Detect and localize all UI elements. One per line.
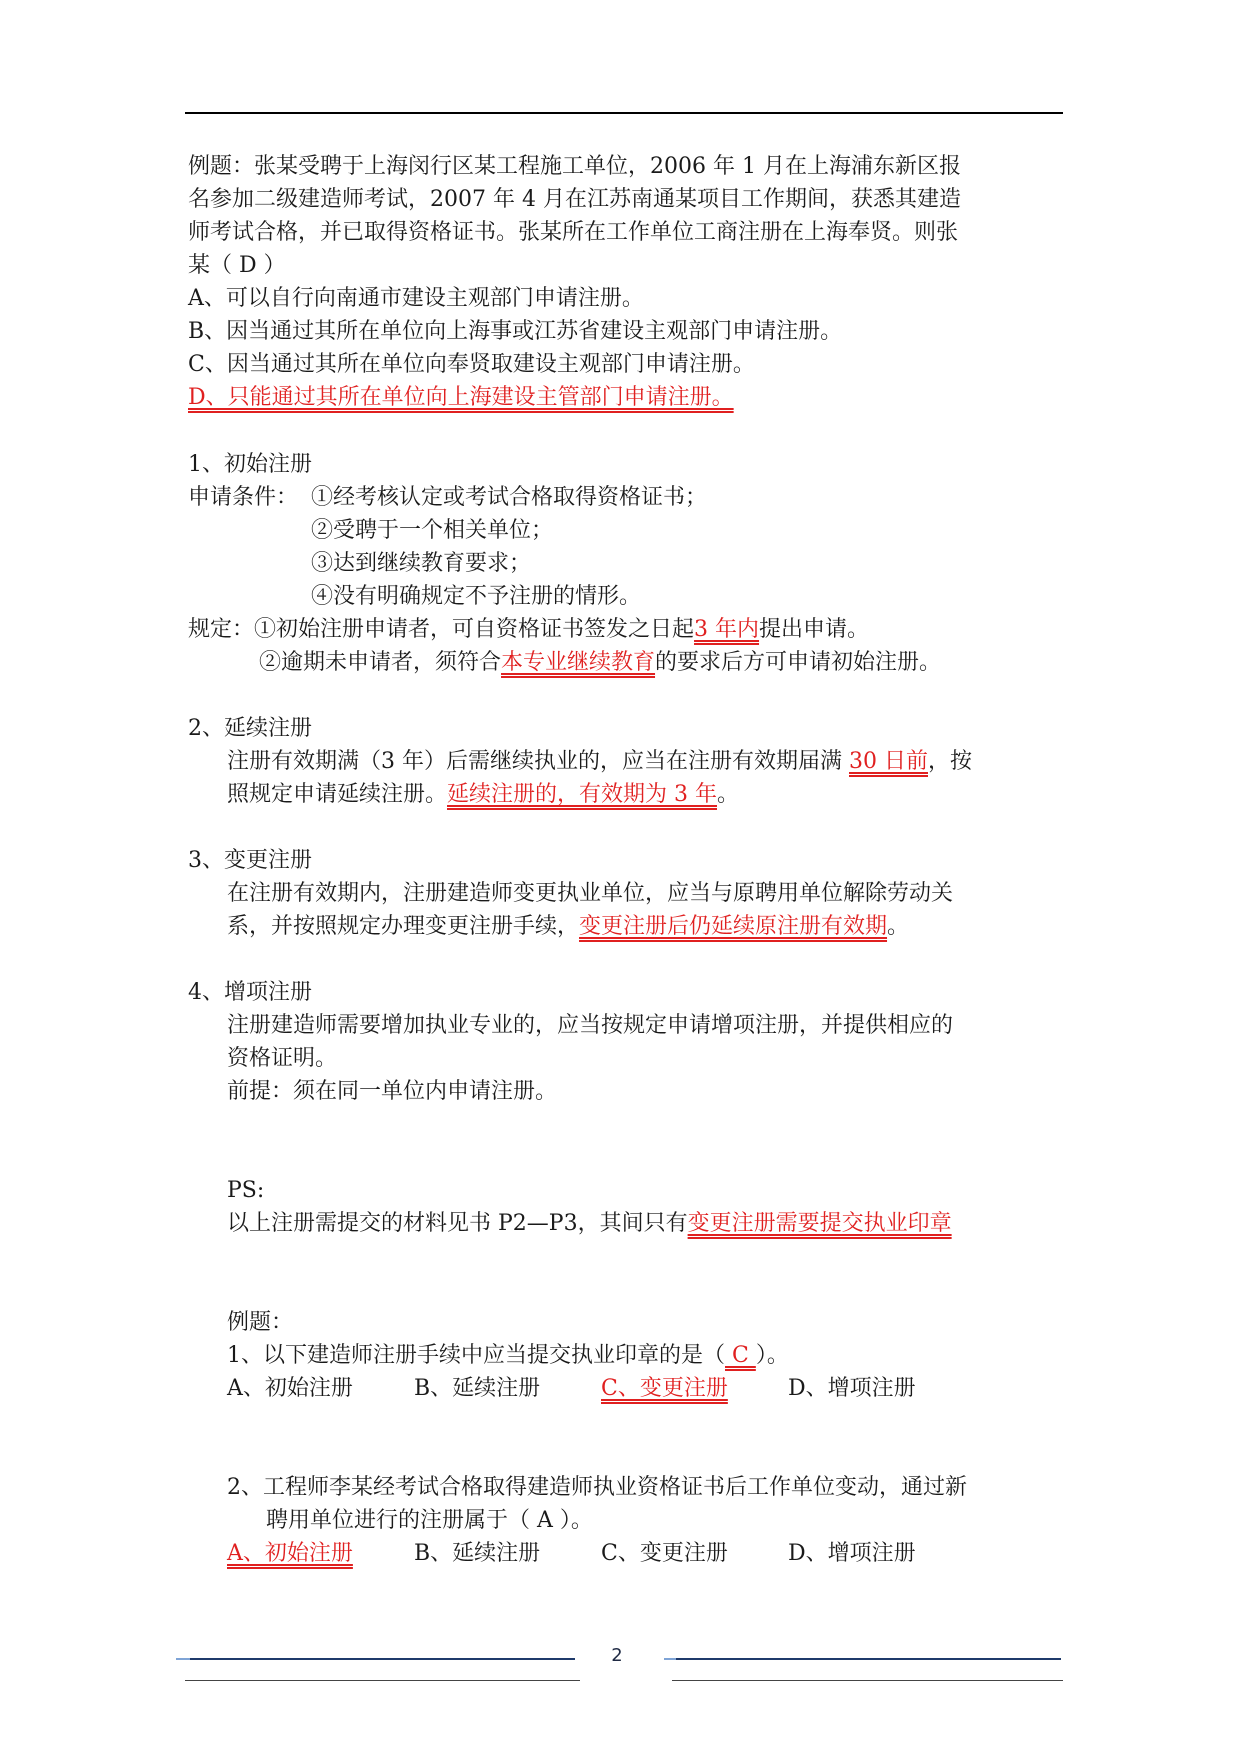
section1-rule1-text: ①初始注册申请者，可自资格证书签发之日起	[254, 617, 695, 642]
section1-rule1-text-end: 提出申请。	[759, 617, 870, 642]
example2-label: 例题：	[227, 1310, 294, 1335]
section2-highlight-deadline: 30 日前	[849, 749, 928, 774]
footer-rule-right-bottom	[672, 1680, 1063, 1681]
example1-question-line: 例题：张某受聘于上海闵行区某工程施工单位，2006 年 1 月在上海浦东新区报	[188, 154, 961, 179]
section3-line-2	[227, 910, 909, 943]
example1-option-c: C、因当通过其所在单位向奉贤取建设主观部门申请注册。	[188, 352, 755, 377]
section1-rule-label: 规定：	[188, 617, 255, 642]
section2-text: 照规定申请延续注册。	[227, 782, 448, 807]
example2-q1-option-a: A、初始注册	[227, 1376, 353, 1401]
section1-rule2-text-end: 的要求后方可申请初始注册。	[655, 650, 942, 675]
section1-condition-label: 申请条件：	[188, 485, 299, 510]
footer-rule-right	[676, 1658, 1061, 1660]
example1-option-a: A、可以自行向南通市建设主观部门申请注册。	[188, 286, 644, 311]
section1-condition-2: ②受聘于一个相关单位；	[311, 518, 554, 543]
section1-rule-2	[259, 646, 941, 679]
section1-condition-4: ④没有明确规定不予注册的情形。	[311, 584, 642, 609]
section4-title: 4、增项注册	[188, 980, 312, 1005]
section2-highlight-validity: 延续注册的，有效期为 3 年	[447, 782, 717, 807]
example1-option-d-answer: D、只能通过其所在单位向上海建设主管部门申请注册。	[188, 385, 734, 410]
section3-highlight: 变更注册后仍延续原注册有效期	[579, 914, 888, 939]
section1-rule2-highlight: 本专业继续教育	[501, 650, 656, 675]
section2-line-2	[227, 778, 739, 811]
section1-rule-1	[188, 613, 869, 646]
section4-line-2: 资格证明。	[227, 1046, 338, 1071]
example2-q1	[227, 1339, 789, 1372]
page-number: 2	[611, 1645, 623, 1666]
example1-question-line: 名参加二级建造师考试，2007 年 4 月在江苏南通某项目工作期间，获悉其建造	[188, 187, 961, 212]
footer-rule-left	[190, 1658, 575, 1660]
example2-q1-text-end: ）。	[755, 1343, 789, 1368]
ps-text-body: 以上注册需提交的材料见书 P2—P3，其间只有	[227, 1211, 688, 1236]
footer-ornament-left	[176, 1658, 190, 1660]
section1-rule1-highlight: 3 年内	[694, 617, 760, 642]
ps-highlight: 变更注册需要提交执业印章	[687, 1211, 952, 1236]
section1-rule2-text: ②逾期未申请者，须符合	[259, 650, 502, 675]
example2-q2-option-c: C、变更注册	[601, 1541, 728, 1566]
ps-label: PS:	[227, 1178, 265, 1203]
header-rule	[185, 112, 1063, 114]
section2-text: 注册有效期满（3 年）后需继续执业的，应当在注册有效期届满	[227, 749, 849, 774]
section1-condition-3: ③达到继续教育要求；	[311, 551, 532, 576]
section1-title: 1、初始注册	[188, 452, 312, 477]
section2-title: 2、延续注册	[188, 716, 312, 741]
example2-q2-option-b: B、延续注册	[414, 1541, 541, 1566]
example2-q1-answer: C	[725, 1343, 756, 1368]
example1-question-line: 某（ D ）	[188, 253, 286, 278]
section3-title: 3、变更注册	[188, 848, 312, 873]
section1-condition-1: ①经考核认定或考试合格取得资格证书；	[311, 485, 708, 510]
section2-text-end: ，按	[928, 749, 973, 774]
example2-q1-option-d: D、增项注册	[788, 1376, 916, 1401]
section3-text: 系，并按照规定办理变更注册手续，	[227, 914, 580, 939]
ps-text	[227, 1207, 952, 1240]
example2-q1-option-b: B、延续注册	[414, 1376, 541, 1401]
footer-rule-left-bottom	[185, 1680, 580, 1681]
example2-q1-option-c-answer: C、变更注册	[601, 1376, 728, 1401]
example2-q2-line-2: 聘用单位进行的注册属于（ A ）。	[266, 1508, 593, 1533]
example2-q1-text: 1、以下建造师注册手续中应当提交执业印章的是（	[227, 1343, 725, 1368]
example1-option-b: B、因当通过其所在单位向上海事或江苏省建设主观部门申请注册。	[188, 319, 843, 344]
section4-line-3: 前提：须在同一单位内申请注册。	[227, 1079, 558, 1104]
example1-question-line: 师考试合格，并已取得资格证书。张某所在工作单位工商注册在上海奉贤。则张	[188, 220, 959, 245]
example2-q2-option-d: D、增项注册	[788, 1541, 916, 1566]
section2-line-1	[227, 745, 972, 778]
example2-q2-line-1: 2、工程师李某经考试合格取得建造师执业资格证书后工作单位变动，通过新	[227, 1475, 967, 1500]
section3-line-1: 在注册有效期内，注册建造师变更执业单位，应当与原聘用单位解除劳动关	[227, 881, 954, 906]
example2-q2-option-a-answer: A、初始注册	[227, 1541, 353, 1566]
section4-line-1: 注册建造师需要增加执业专业的，应当按规定申请增项注册，并提供相应的	[227, 1013, 954, 1038]
section3-text-end: 。	[887, 914, 910, 939]
section2-text-end: 。	[717, 782, 740, 807]
